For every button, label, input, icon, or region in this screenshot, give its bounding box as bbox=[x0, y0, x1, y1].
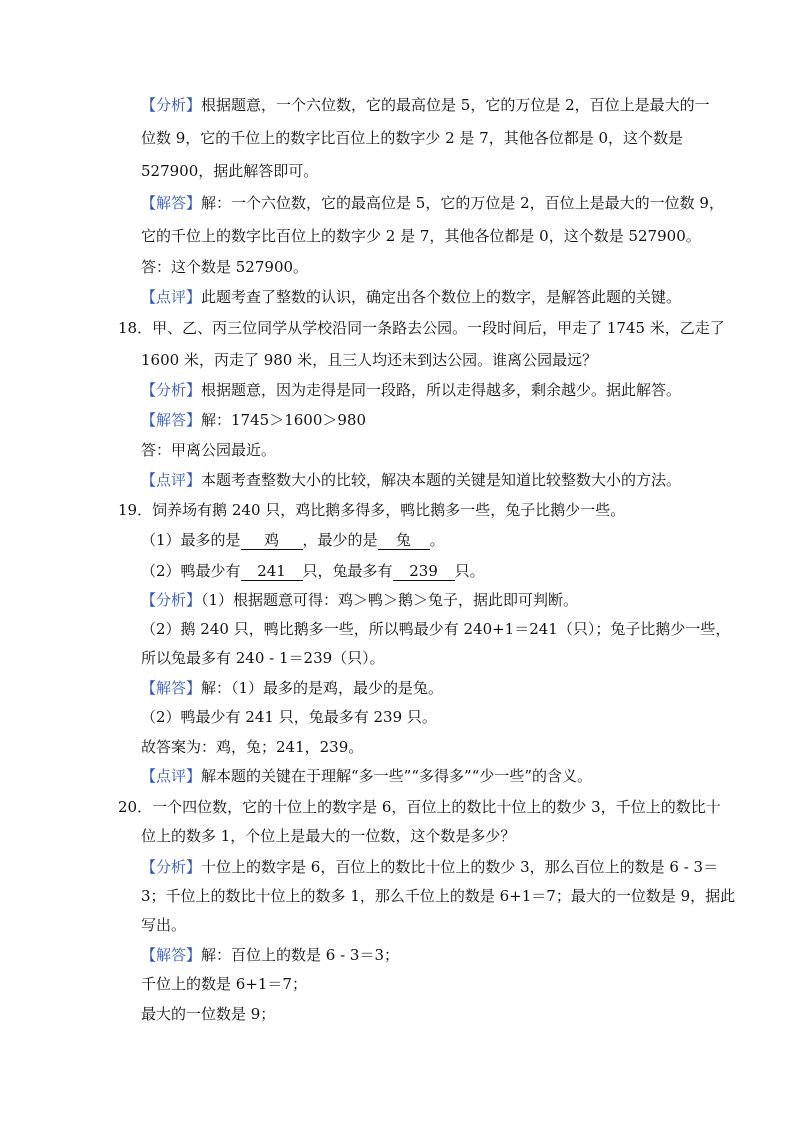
q19-comment-line bbox=[141, 766, 592, 786]
q18-analysis-line bbox=[141, 380, 681, 400]
q19-sub1-line bbox=[141, 530, 445, 550]
q19-blank-rabbit-max: 239 bbox=[393, 562, 455, 581]
q19-analysis-text-1: （1）根据题意可得：鸡＞鸭＞鹅＞兔子，据此即可判断。 bbox=[201, 591, 579, 609]
analysis-tag: 【分析】 bbox=[141, 591, 202, 609]
answer-tag: 【解答】 bbox=[141, 194, 202, 212]
q17-comment-text: 此题考查了整数的认识，确定出各个数位上的数字，是解答此题的关键。 bbox=[201, 288, 682, 306]
q18-analysis-text: 根据题意，因为走得是同一段路，所以走得越多，剩余越少。据此解答。 bbox=[201, 381, 682, 399]
q18-answer-line-2: 答：甲离公园最近。 bbox=[141, 441, 277, 459]
q18-comment-text: 本题考查整数大小的比较，解决本题的关键是知道比较整数大小的方法。 bbox=[201, 471, 682, 489]
analysis-tag: 【分析】 bbox=[141, 96, 202, 114]
comment-tag: 【点评】 bbox=[141, 471, 202, 489]
q20-answer-text-1: 解：百位上的数是 6 - 3＝3； bbox=[201, 946, 400, 964]
analysis-tag: 【分析】 bbox=[141, 381, 202, 399]
q17-answer-line-2: 它的千位上的数字比百位上的数字少 2 是 7，其他各位都是 0，这个数是 527900。 bbox=[141, 227, 701, 245]
q18-question-line-1: 18．甲、乙、丙三位同学从学校沿同一条路去公园。一段时间后，甲走了 1745 米，乙走了 bbox=[118, 319, 725, 337]
q20-analysis-line-2: 3；千位上的数比十位上的数多 1，那么千位上的数是 6+1＝7；最大的一位数是 9，据此 bbox=[141, 887, 736, 905]
q20-question-line-1: 20．一个四位数，它的十位上的数字是 6，百位上的数比十位上的数少 3，千位上的数比十 bbox=[118, 798, 721, 816]
q18-answer-line-1 bbox=[141, 410, 366, 430]
answer-tag: 【解答】 bbox=[141, 946, 202, 964]
q17-analysis-line-3: 527900，据此解答即可。 bbox=[141, 162, 319, 180]
q17-analysis-line-1 bbox=[141, 95, 710, 115]
q19-comment-text: 解本题的关键在于理解“多一些”“多得多”“少一些”的含义。 bbox=[201, 767, 593, 785]
comment-tag: 【点评】 bbox=[141, 767, 202, 785]
q19-answer-text-1: 解：（1）最多的是鸡，最少的是兔。 bbox=[201, 679, 444, 697]
q19-sub1-suffix: 。 bbox=[429, 531, 445, 549]
q20-answer-line-3: 最大的一位数是 9； bbox=[141, 1005, 276, 1023]
q19-answer-line-3: 故答案为：鸡，兔；241，239。 bbox=[141, 738, 364, 756]
q19-question-line: 19．饲养场有鹅 240 只，鸡比鹅多得多，鸭比鹅多一些，兔子比鹅少一些。 bbox=[118, 501, 626, 519]
q18-comment-line bbox=[141, 470, 681, 490]
q19-blank-least: 兔 bbox=[378, 531, 430, 550]
q20-answer-line-2: 千位上的数是 6+1＝7； bbox=[141, 975, 307, 993]
q19-sub2-middle: 只，兔最多有 bbox=[302, 562, 393, 580]
q17-analysis-text-1: 根据题意，一个六位数，它的最高位是 5，它的万位是 2，百位上是最大的一 bbox=[201, 96, 710, 114]
q20-question-line-2: 位上的数多 1，个位上是最大的一位数，这个数是多少？ bbox=[141, 827, 516, 845]
q17-comment-line bbox=[141, 287, 681, 307]
comment-tag: 【点评】 bbox=[141, 288, 202, 306]
q20-answer-line-1 bbox=[141, 945, 399, 965]
q20-analysis-text-1: 十位上的数字是 6，百位上的数比十位上的数少 3，那么百位上的数是 6 - 3＝ bbox=[201, 858, 719, 876]
q17-answer-line-1 bbox=[141, 193, 724, 213]
q17-analysis-line-2: 位数 9，它的千位上的数字比百位上的数字少 2 是 7，其他各位都是 0，这个数是 bbox=[141, 129, 684, 147]
q17-answer-line-3: 答：这个数是 527900。 bbox=[141, 258, 309, 276]
q17-answer-text-1: 解：一个六位数，它的最高位是 5，它的万位是 2，百位上是最大的一位数 9， bbox=[201, 194, 724, 212]
q19-analysis-line-3: 所以兔最多有 240 - 1＝239（只）。 bbox=[141, 649, 385, 667]
analysis-tag: 【分析】 bbox=[141, 858, 202, 876]
q19-sub2-prefix: （2）鸭最少有 bbox=[141, 562, 241, 580]
q19-answer-line-2: （2）鸭最少有 241 只，兔最多有 239 只。 bbox=[141, 708, 437, 726]
answer-tag: 【解答】 bbox=[141, 679, 202, 697]
q18-answer-text-1: 解：1745＞1600＞980 bbox=[201, 411, 366, 429]
q20-analysis-line-3: 写出。 bbox=[141, 916, 187, 934]
q19-sub1-prefix: （1）最多的是 bbox=[141, 531, 241, 549]
q19-sub1-middle: ，最少的是 bbox=[302, 531, 378, 549]
q19-analysis-line-2: （2）鹅 240 只，鸭比鹅多一些，所以鸭最少有 240+1＝241（只）；兔子比鹅少一些， bbox=[141, 620, 731, 638]
q19-sub2-suffix: 只。 bbox=[454, 562, 485, 580]
q19-blank-most: 鸡 bbox=[241, 531, 303, 550]
answer-tag: 【解答】 bbox=[141, 411, 202, 429]
q20-analysis-line-1 bbox=[141, 857, 718, 877]
q19-blank-duck-min: 241 bbox=[241, 562, 303, 581]
q19-answer-line-1 bbox=[141, 678, 443, 698]
q18-question-line-2: 1600 米，丙走了 980 米，且三人均还未到达公园。谁离公园最远？ bbox=[141, 351, 598, 369]
q19-sub2-line bbox=[141, 561, 485, 581]
q19-analysis-line-1 bbox=[141, 590, 578, 610]
